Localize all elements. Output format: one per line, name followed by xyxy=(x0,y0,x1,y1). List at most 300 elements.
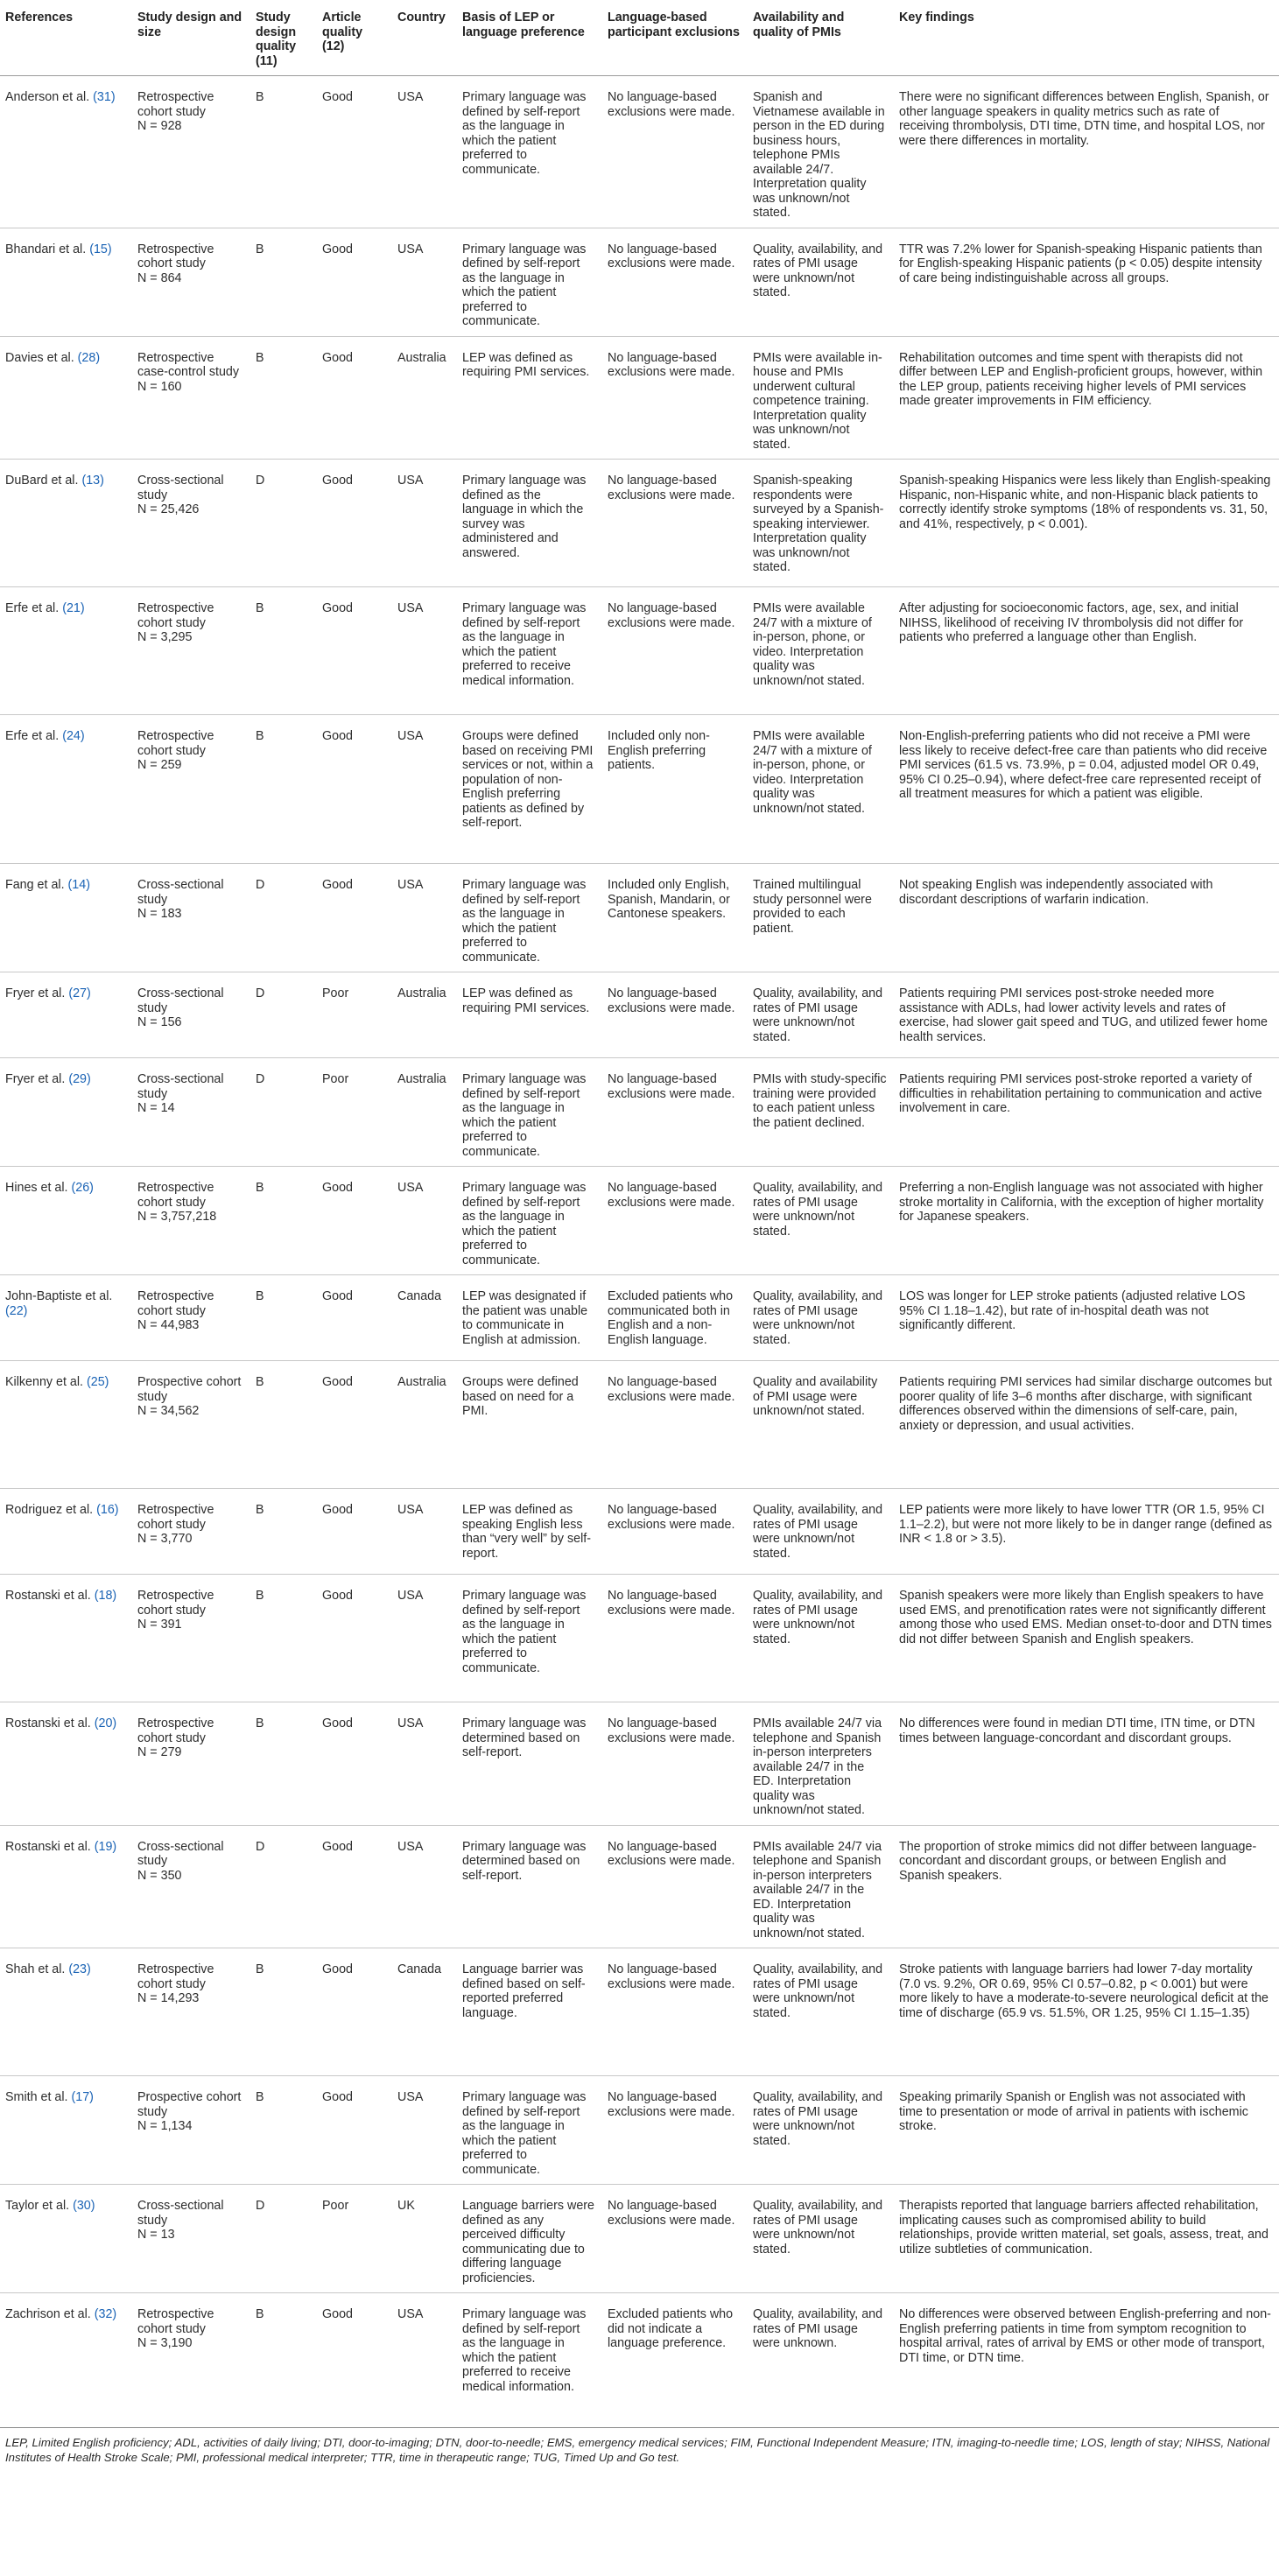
reference-cell xyxy=(0,864,132,972)
reference-authors: Taylor et al. xyxy=(5,2199,70,2213)
sample-size: N = 3,770 xyxy=(137,1532,193,1546)
pmis-text: Trained multilingual study personnel were provided to each patient. xyxy=(753,878,872,936)
exclusions-cell xyxy=(602,587,748,715)
exclusions-cell xyxy=(602,864,748,972)
design-quality-cell xyxy=(250,336,317,460)
article-quality-value: Good xyxy=(322,1962,353,1976)
exclusions-text: No language-based exclusions were made. xyxy=(608,90,735,119)
header-article-quality: Article quality (12) xyxy=(317,7,392,76)
sample-size: N = 44,983 xyxy=(137,1318,200,1332)
citation-link[interactable]: (31) xyxy=(93,90,116,104)
reference-authors: Bhandari et al. xyxy=(5,242,87,256)
findings-cell xyxy=(894,2293,1279,2428)
article-quality-value: Good xyxy=(322,90,353,104)
findings-cell xyxy=(894,587,1279,715)
design-quality-cell xyxy=(250,864,317,972)
basis-cell xyxy=(457,2076,602,2185)
article-quality-value: Good xyxy=(322,1503,353,1517)
basis-cell xyxy=(457,1489,602,1575)
reference-authors: Erfe et al. xyxy=(5,729,60,743)
findings-cell xyxy=(894,1489,1279,1575)
exclusions-text: Included only English, Spanish, Mandarin, or Cantonese speakers. xyxy=(608,878,730,921)
exclusions-text: No language-based exclusions were made. xyxy=(608,242,735,270)
design-quality-cell xyxy=(250,76,317,228)
basis-cell xyxy=(457,2185,602,2293)
article-quality-cell xyxy=(317,1825,392,1948)
country-value: USA xyxy=(397,2090,424,2104)
basis-text: Primary language was defined by self-report as the language in which the patient preferred to receive medical information. xyxy=(462,601,587,688)
citation-link[interactable]: (32) xyxy=(94,2307,117,2321)
country-cell xyxy=(392,1275,457,1361)
article-quality-value: Good xyxy=(322,1181,353,1195)
country-value: USA xyxy=(397,242,424,256)
country-cell xyxy=(392,587,457,715)
reference-authors: Smith et al. xyxy=(5,2090,68,2104)
pmis-cell xyxy=(748,2076,894,2185)
basis-cell xyxy=(457,1361,602,1489)
sample-size: N = 25,426 xyxy=(137,502,200,516)
design-quality-value: B xyxy=(256,2307,264,2321)
findings-cell xyxy=(894,1167,1279,1275)
findings-text: Therapists reported that language barriers affected rehabilitation, implicating causes such as compromised ability to build relationships, provide written material, set goals, assess, treat, and utilize subtleties of communication. xyxy=(899,2199,1268,2257)
article-quality-value: Good xyxy=(322,242,353,256)
exclusions-text: No language-based exclusions were made. xyxy=(608,1716,735,1745)
pmis-text: Spanish and Vietnamese available in person in the ED during business hours, telephone PMIs available 24/7. Interpretation quality was unknown/not stated. xyxy=(753,90,885,220)
citation-link[interactable]: (19) xyxy=(94,1839,117,1854)
table-row xyxy=(0,1058,1279,1167)
pmis-cell xyxy=(748,1167,894,1275)
study-design-text: Prospective cohort study xyxy=(137,2090,242,2119)
design-quality-cell xyxy=(250,972,317,1058)
design-quality-cell xyxy=(250,587,317,715)
findings-cell xyxy=(894,460,1279,587)
exclusions-cell xyxy=(602,1275,748,1361)
exclusions-text: No language-based exclusions were made. xyxy=(608,474,735,502)
study-design-cell xyxy=(132,2076,250,2185)
reference-cell xyxy=(0,2293,132,2428)
article-quality-value: Good xyxy=(322,1716,353,1730)
design-quality-value: B xyxy=(256,242,264,256)
citation-link[interactable]: (27) xyxy=(68,986,91,1000)
exclusions-text: Excluded patients who did not indicate a language preference. xyxy=(608,2307,734,2350)
findings-text: Patients requiring PMI services post-stroke needed more assistance with ADLs, had lower activity levels and rates of exercise, had slower gait speed and TUG, and utilized fewer home health services. xyxy=(899,986,1268,1044)
findings-cell xyxy=(894,228,1279,336)
study-design-text: Retrospective cohort study xyxy=(137,2307,214,2336)
reference-authors: Rostanski et al. xyxy=(5,1839,91,1854)
findings-text: Not speaking English was independently associated with discordant descriptions of warfarin indication. xyxy=(899,878,1213,907)
table-row xyxy=(0,715,1279,864)
basis-text: Primary language was defined by self-report as the language in which the patient preferred to communicate. xyxy=(462,1072,587,1159)
table-row xyxy=(0,2076,1279,2185)
article-quality-value: Good xyxy=(322,474,353,488)
pmis-text: PMIs available 24/7 via telephone and Spanish in-person interpreters available 24/7 in the ED. Interpretation quality was unknown/not stated. xyxy=(753,1716,882,1817)
article-quality-cell xyxy=(317,1702,392,1826)
citation-link[interactable]: (18) xyxy=(94,1589,117,1603)
article-quality-value: Good xyxy=(322,1289,353,1303)
country-value: USA xyxy=(397,90,424,104)
pmis-text: Quality, availability, and rates of PMI usage were unknown/not stated. xyxy=(753,2199,883,2257)
table-row xyxy=(0,1167,1279,1275)
basis-text: Groups were defined based on need for a PMI. xyxy=(462,1375,579,1418)
country-value: USA xyxy=(397,1503,424,1517)
sample-size: N = 14 xyxy=(137,1101,175,1115)
study-design-text: Retrospective cohort study xyxy=(137,1962,214,1991)
design-quality-cell xyxy=(250,2293,317,2428)
findings-text: Preferring a non-English language was not associated with higher stroke mortality in California, with the exception of higher mortality for Japanese speakers. xyxy=(899,1181,1264,1224)
study-design-cell xyxy=(132,1575,250,1702)
findings-text: Spanish speakers were more likely than English speakers to have used EMS, and prenotification rates were not significantly different among those who used EMS. Median onset-to-door and DTN times did not differ between Spanish and English speakers. xyxy=(899,1589,1272,1646)
exclusions-text: No language-based exclusions were made. xyxy=(608,1962,735,1991)
citation-link[interactable]: (24) xyxy=(62,729,85,743)
study-design-cell xyxy=(132,1825,250,1948)
pmis-cell xyxy=(748,1575,894,1702)
study-design-cell xyxy=(132,864,250,972)
findings-cell xyxy=(894,1058,1279,1167)
findings-text: Spanish-speaking Hispanics were less likely than English-speaking Hispanic, non-Hispanic white, and non-Hispanic black patients to correctly identify stroke symptoms (18% of respondents vs. 31, 50, and 41%, respectively, p < 0.001). xyxy=(899,474,1271,531)
table-row xyxy=(0,460,1279,587)
pmis-cell xyxy=(748,587,894,715)
exclusions-cell xyxy=(602,2185,748,2293)
design-quality-value: B xyxy=(256,350,264,365)
design-quality-value: D xyxy=(256,474,265,488)
pmis-cell xyxy=(748,1825,894,1948)
basis-cell xyxy=(457,1948,602,2076)
pmis-text: Quality, availability, and rates of PMI usage were unknown/not stated. xyxy=(753,1289,883,1347)
design-quality-value: B xyxy=(256,1181,264,1195)
table-row xyxy=(0,972,1279,1058)
pmis-cell xyxy=(748,1361,894,1489)
country-value: Canada xyxy=(397,1289,442,1303)
citation-link[interactable]: (16) xyxy=(96,1503,119,1517)
exclusions-text: No language-based exclusions were made. xyxy=(608,2199,735,2228)
findings-cell xyxy=(894,2076,1279,2185)
article-quality-value: Good xyxy=(322,350,353,365)
article-quality-cell xyxy=(317,336,392,460)
study-design-cell xyxy=(132,2293,250,2428)
exclusions-cell xyxy=(602,1575,748,1702)
pmis-cell xyxy=(748,1948,894,2076)
citation-link[interactable]: (25) xyxy=(87,1375,109,1389)
reference-cell xyxy=(0,1167,132,1275)
table-footnote: LEP, Limited English proficiency; ADL, activities of daily living; DTI, door-to-imaging; DTN, door-to-needle; EMS, emergency medical services; FIM, Functional Independent Measure; ITN, imaging-to-needle time; LOS, length of stay; NIHSS, National Institutes of Health Stroke Scale; PMI, professional medical interpreter; TTR, time in therapeutic range; TUG, Timed Up and Go test. xyxy=(5,2436,1270,2464)
citation-link[interactable]: (13) xyxy=(81,474,104,488)
basis-cell xyxy=(457,1702,602,1826)
exclusions-cell xyxy=(602,460,748,587)
reference-authors: Erfe et al. xyxy=(5,601,60,615)
design-quality-cell xyxy=(250,1489,317,1575)
pmis-cell xyxy=(748,715,894,864)
findings-text: LEP patients were more likely to have lower TTR (OR 1.5, 95% CI 1.1–2.2), but were not more likely to be in danger range (defined as INR < 1.8 or > 3.5). xyxy=(899,1503,1272,1546)
exclusions-text: No language-based exclusions were made. xyxy=(608,986,735,1015)
country-cell xyxy=(392,228,457,336)
study-design-text: Cross-sectional study xyxy=(137,986,224,1015)
table-row xyxy=(0,1825,1279,1948)
article-quality-cell xyxy=(317,1275,392,1361)
study-design-text: Retrospective case-control study xyxy=(137,350,240,379)
sample-size: N = 928 xyxy=(137,119,182,133)
pmis-cell xyxy=(748,76,894,228)
basis-text: Primary language was defined by self-report as the language in which the patient preferred to receive medical information. xyxy=(462,2307,587,2394)
exclusions-cell xyxy=(602,228,748,336)
country-value: USA xyxy=(397,1589,424,1603)
design-quality-value: B xyxy=(256,729,264,743)
country-value: USA xyxy=(397,1839,424,1854)
findings-cell xyxy=(894,1575,1279,1702)
basis-text: Groups were defined based on receiving PMI services or not, within a population of non-English preferring patients as defined by self-report. xyxy=(462,729,594,830)
country-value: USA xyxy=(397,601,424,615)
country-value: USA xyxy=(397,1181,424,1195)
findings-cell xyxy=(894,715,1279,864)
exclusions-text: Excluded patients who communicated both in English and a non-English language. xyxy=(608,1289,734,1347)
basis-cell xyxy=(457,972,602,1058)
citation-link[interactable]: (17) xyxy=(71,2090,94,2104)
study-design-text: Cross-sectional study xyxy=(137,474,224,502)
country-cell xyxy=(392,2076,457,2185)
table-row xyxy=(0,76,1279,228)
pmis-text: Quality and availability of PMI usage were unknown/not stated. xyxy=(753,1375,878,1418)
findings-cell xyxy=(894,1948,1279,2076)
table-row xyxy=(0,587,1279,715)
reference-cell xyxy=(0,460,132,587)
reference-authors: Rostanski et al. xyxy=(5,1589,91,1603)
study-design-text: Retrospective cohort study xyxy=(137,1716,214,1745)
exclusions-text: No language-based exclusions were made. xyxy=(608,1072,735,1101)
studies-table xyxy=(0,7,1279,2428)
exclusions-cell xyxy=(602,1361,748,1489)
exclusions-text: Included only non-English preferring patients. xyxy=(608,729,710,772)
article-quality-cell xyxy=(317,1575,392,1702)
basis-cell xyxy=(457,1167,602,1275)
basis-cell xyxy=(457,336,602,460)
article-quality-value: Good xyxy=(322,601,353,615)
pmis-text: PMIs with study-specific training were provided to each patient unless the patient declined. xyxy=(753,1072,887,1130)
pmis-text: PMIs were available in-house and PMIs underwent cultural competence training. Interpretation quality was unknown/not stated. xyxy=(753,350,882,452)
reference-authors: Davies et al. xyxy=(5,350,74,365)
basis-text: LEP was designated if the patient was unable to communicate in English at admission. xyxy=(462,1289,588,1347)
article-quality-value: Good xyxy=(322,729,353,743)
design-quality-value: B xyxy=(256,90,264,104)
country-cell xyxy=(392,715,457,864)
design-quality-cell xyxy=(250,228,317,336)
citation-link[interactable]: (15) xyxy=(89,242,112,256)
design-quality-cell xyxy=(250,1702,317,1826)
findings-text: Speaking primarily Spanish or English was not associated with time to presentation or mode of arrival in patients with ischemic stroke. xyxy=(899,2090,1248,2133)
design-quality-cell xyxy=(250,1275,317,1361)
basis-text: Primary language was defined as the language in which the survey was administered and answered. xyxy=(462,474,587,560)
article-quality-value: Poor xyxy=(322,2199,349,2213)
article-quality-cell xyxy=(317,1361,392,1489)
findings-cell xyxy=(894,864,1279,972)
study-design-cell xyxy=(132,336,250,460)
reference-authors: Anderson et al. xyxy=(5,90,90,104)
study-design-text: Retrospective cohort study xyxy=(137,601,214,630)
study-design-text: Retrospective cohort study xyxy=(137,1181,214,1210)
design-quality-value: B xyxy=(256,601,264,615)
reference-authors: Rostanski et al. xyxy=(5,1716,91,1730)
findings-text: No differences were observed between English-preferring and non-English preferring patients in time from symptom recognition to hospital arrival, rates of arrival by EMS or other mode of transport, DTI time, or DTN time. xyxy=(899,2307,1271,2365)
design-quality-value: B xyxy=(256,1716,264,1730)
design-quality-cell xyxy=(250,460,317,587)
study-design-text: Retrospective cohort study xyxy=(137,1289,214,1318)
table-row xyxy=(0,336,1279,460)
findings-cell xyxy=(894,1702,1279,1826)
basis-text: Primary language was determined based on self-report. xyxy=(462,1839,587,1883)
findings-text: Patients requiring PMI services had similar discharge outcomes but poorer quality of life 3–6 months after discharge, with significant differences observed within the dimensions of self-care, pain, anxiety or depression, and usual activities. xyxy=(899,1375,1272,1433)
pmis-cell xyxy=(748,1702,894,1826)
basis-cell xyxy=(457,460,602,587)
findings-cell xyxy=(894,1361,1279,1489)
pmis-text: PMIs were available 24/7 with a mixture of in-person, phone, or video. Interpretation quality was unknown/not stated. xyxy=(753,601,872,688)
study-design-cell xyxy=(132,76,250,228)
basis-cell xyxy=(457,864,602,972)
exclusions-cell xyxy=(602,76,748,228)
exclusions-cell xyxy=(602,1948,748,2076)
article-quality-cell xyxy=(317,587,392,715)
header-study-design: Study design and size xyxy=(132,7,250,76)
article-quality-cell xyxy=(317,972,392,1058)
citation-link[interactable]: (21) xyxy=(62,601,85,615)
findings-text: No differences were found in median DTI time, ITN time, or DTN times between language-concordant and discordant groups. xyxy=(899,1716,1255,1745)
table-row xyxy=(0,864,1279,972)
country-value: USA xyxy=(397,2307,424,2321)
reference-cell xyxy=(0,972,132,1058)
findings-cell xyxy=(894,76,1279,228)
study-design-text: Retrospective cohort study xyxy=(137,1503,214,1532)
country-value: Australia xyxy=(397,986,446,1000)
exclusions-text: No language-based exclusions were made. xyxy=(608,1375,735,1404)
citation-link[interactable]: (26) xyxy=(71,1181,94,1195)
country-cell xyxy=(392,1948,457,2076)
design-quality-value: B xyxy=(256,1503,264,1517)
findings-text: Rehabilitation outcomes and time spent with therapists did not differ between LEP and English-proficient groups, however, within the LEP group, patients receiving higher levels of PMI services made greater improvements in FIM efficiency. xyxy=(899,350,1263,408)
design-quality-value: B xyxy=(256,1589,264,1603)
reference-authors: Shah et al. xyxy=(5,1962,66,1976)
exclusions-cell xyxy=(602,1058,748,1167)
article-quality-cell xyxy=(317,715,392,864)
article-quality-value: Good xyxy=(322,878,353,892)
country-cell xyxy=(392,336,457,460)
citation-link[interactable]: (23) xyxy=(68,1962,91,1976)
design-quality-value: D xyxy=(256,2199,265,2213)
table-row xyxy=(0,2293,1279,2428)
findings-text: Stroke patients with language barriers had lower 7-day mortality (7.0 vs. 9.2%, OR 0.69, 95% CI 0.57–0.82, p < 0.001) but were more likely to have a moderate-to-severe neurological deficit at the time of discharge (65.9 vs. 51.5%, OR 1.25, 95% CI 1.15–1.35) xyxy=(899,1962,1268,2020)
country-cell xyxy=(392,1575,457,1702)
reference-cell xyxy=(0,2076,132,2185)
exclusions-cell xyxy=(602,1489,748,1575)
header-references: References xyxy=(0,7,132,76)
country-value: USA xyxy=(397,729,424,743)
table-row xyxy=(0,1275,1279,1361)
pmis-cell xyxy=(748,228,894,336)
design-quality-cell xyxy=(250,715,317,864)
article-quality-cell xyxy=(317,228,392,336)
sample-size: N = 279 xyxy=(137,1745,182,1759)
country-cell xyxy=(392,1702,457,1826)
sample-size: N = 156 xyxy=(137,1015,182,1029)
reference-cell xyxy=(0,1825,132,1948)
basis-text: Primary language was defined by self-report as the language in which the patient preferred to communicate. xyxy=(462,90,587,177)
reference-cell xyxy=(0,1361,132,1489)
design-quality-cell xyxy=(250,2185,317,2293)
design-quality-cell xyxy=(250,1825,317,1948)
citation-link[interactable]: (30) xyxy=(73,2199,95,2213)
header-findings: Key findings xyxy=(894,7,1279,76)
pmis-cell xyxy=(748,864,894,972)
header-design-quality: Study design quality (11) xyxy=(250,7,317,76)
sample-size: N = 13 xyxy=(137,2228,175,2242)
study-design-cell xyxy=(132,1489,250,1575)
country-cell xyxy=(392,1058,457,1167)
header-exclusions: Language-based participant exclusions xyxy=(602,7,748,76)
basis-cell xyxy=(457,1058,602,1167)
citation-link[interactable]: (20) xyxy=(94,1716,117,1730)
exclusions-cell xyxy=(602,715,748,864)
country-cell xyxy=(392,2185,457,2293)
design-quality-cell xyxy=(250,1167,317,1275)
basis-text: LEP was defined as requiring PMI services. xyxy=(462,986,590,1015)
study-design-cell xyxy=(132,228,250,336)
country-value: USA xyxy=(397,1716,424,1730)
table-row xyxy=(0,1489,1279,1575)
citation-link[interactable]: (14) xyxy=(67,878,90,892)
study-design-cell xyxy=(132,460,250,587)
country-value: USA xyxy=(397,474,424,488)
sample-size: N = 259 xyxy=(137,758,182,772)
pmis-cell xyxy=(748,1058,894,1167)
exclusions-cell xyxy=(602,2293,748,2428)
design-quality-value: D xyxy=(256,1072,265,1086)
study-design-cell xyxy=(132,1948,250,2076)
article-quality-value: Poor xyxy=(322,986,349,1000)
pmis-text: Quality, availability, and rates of PMI usage were unknown/not stated. xyxy=(753,1589,883,1646)
citation-link[interactable]: (22) xyxy=(5,1303,28,1318)
sample-size: N = 14,293 xyxy=(137,1991,200,2005)
pmis-text: Quality, availability, and rates of PMI usage were unknown/not stated. xyxy=(753,1962,883,2020)
reference-authors: Zachrison et al. xyxy=(5,2307,91,2321)
basis-text: Primary language was determined based on self-report. xyxy=(462,1716,587,1759)
reference-authors: John-Baptiste et al. xyxy=(5,1289,113,1303)
findings-cell xyxy=(894,2185,1279,2293)
country-cell xyxy=(392,864,457,972)
exclusions-cell xyxy=(602,1825,748,1948)
citation-link[interactable]: (29) xyxy=(68,1072,91,1086)
basis-cell xyxy=(457,1825,602,1948)
country-cell xyxy=(392,460,457,587)
reference-cell xyxy=(0,1702,132,1826)
findings-cell xyxy=(894,336,1279,460)
article-quality-cell xyxy=(317,76,392,228)
study-design-text: Retrospective cohort study xyxy=(137,729,214,758)
exclusions-cell xyxy=(602,972,748,1058)
reference-cell xyxy=(0,1275,132,1361)
study-design-cell xyxy=(132,972,250,1058)
article-quality-cell xyxy=(317,2293,392,2428)
country-value: UK xyxy=(397,2199,415,2213)
reference-authors: Fryer et al. xyxy=(5,986,66,1000)
country-value: Australia xyxy=(397,350,446,365)
article-quality-cell xyxy=(317,864,392,972)
country-value: Australia xyxy=(397,1375,446,1389)
findings-text: After adjusting for socioeconomic factors, age, sex, and initial NIHSS, likelihood of receiving IV thrombolysis did not differ for patients who preferred a language other than English. xyxy=(899,601,1244,644)
sample-size: N = 3,757,218 xyxy=(137,1210,217,1224)
basis-cell xyxy=(457,715,602,864)
study-design-cell xyxy=(132,587,250,715)
design-quality-value: D xyxy=(256,878,265,892)
basis-cell xyxy=(457,2293,602,2428)
design-quality-value: B xyxy=(256,2090,264,2104)
citation-link[interactable]: (28) xyxy=(77,350,101,365)
study-design-cell xyxy=(132,715,250,864)
